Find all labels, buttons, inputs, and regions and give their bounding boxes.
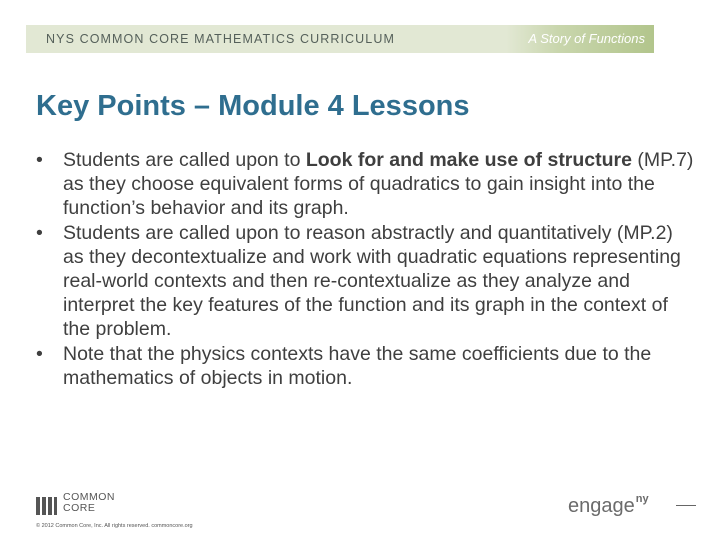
brand-sup: ny xyxy=(635,493,649,505)
module-tab xyxy=(506,25,654,53)
brand-text: engage xyxy=(568,495,635,517)
bullet-text: Students are called upon to reason abstractly and quantitatively (MP.2) as they decontextualize and work with quadratic equations representing real-world contexts and then re-contextualize as they analyze and interpret the key features of the function and its graph in the context of the problem. xyxy=(63,221,681,341)
copyright-text: © 2012 Common Core, Inc. All rights reserved. commoncore.org xyxy=(36,523,193,529)
common-core-logo xyxy=(36,492,136,516)
bullet-emphasis: Look for and make use of structure xyxy=(305,149,632,171)
logo-text xyxy=(63,492,115,514)
bullet-item xyxy=(36,221,696,342)
logo-line-1: COMMON xyxy=(63,491,115,503)
footer-divider xyxy=(676,505,696,506)
bullet-item xyxy=(36,148,696,221)
engageny-logo xyxy=(568,493,649,518)
header-bar xyxy=(26,25,654,53)
logo-bars-icon xyxy=(36,497,58,515)
bullet-text-cont: (MP.7) as they choose equivalent forms of quadratics to gain insight into the function’s behavior and its graph. xyxy=(63,149,694,220)
bullet-item xyxy=(36,342,696,390)
bullet-icon: • xyxy=(36,342,43,365)
bullet-text: Note that the physics contexts have the same coefficients due to the mathematics of objects in motion. xyxy=(63,342,652,389)
bullet-text: Students are called upon to xyxy=(63,149,306,171)
module-name: A Story of Functions xyxy=(528,31,645,46)
logo-line-2: CORE xyxy=(63,502,96,514)
bullet-icon: • xyxy=(36,221,43,244)
curriculum-label: NYS COMMON CORE MATHEMATICS CURRICULUM xyxy=(46,32,395,46)
slide-title: Key Points – Module 4 Lessons xyxy=(36,90,470,122)
bullet-icon: • xyxy=(36,149,43,171)
bullet-list xyxy=(36,148,696,390)
